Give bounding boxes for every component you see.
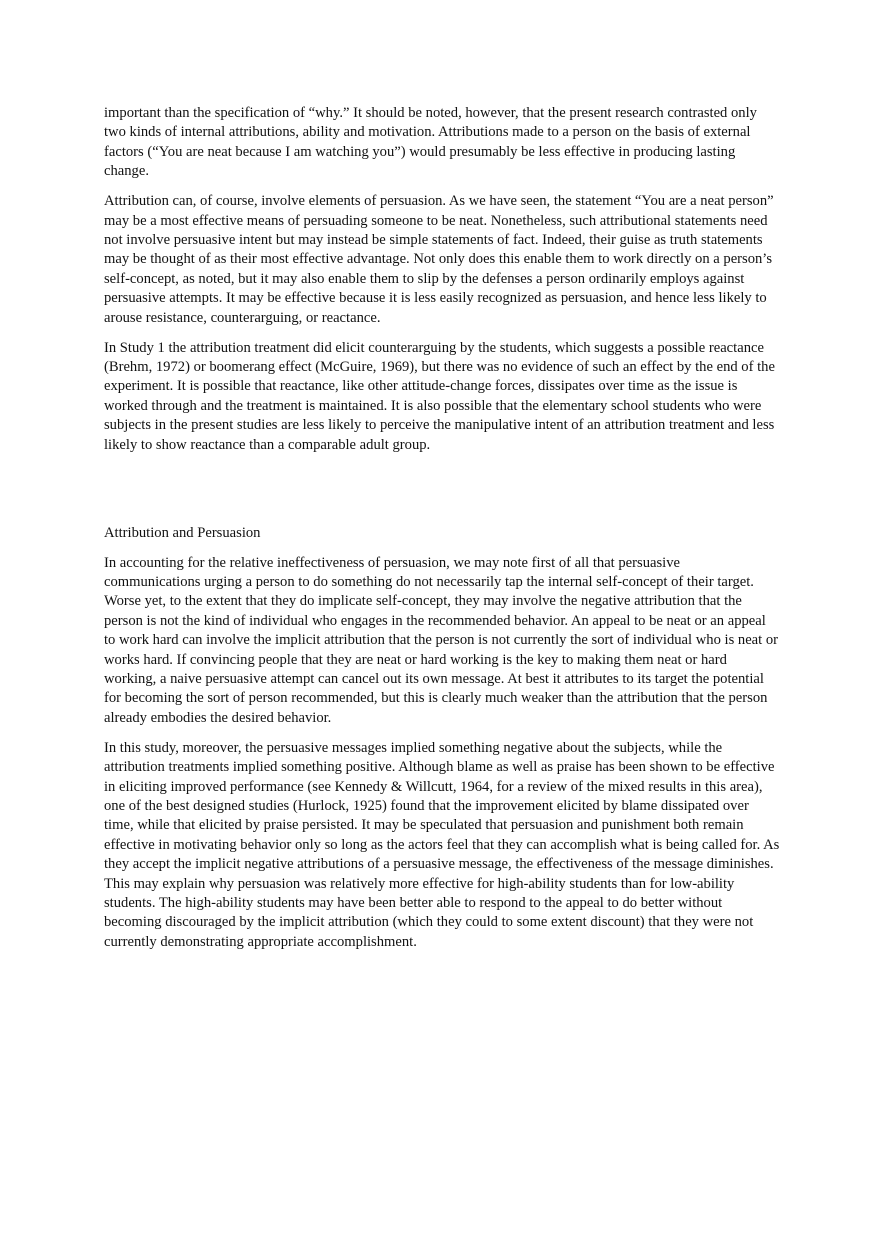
paragraph: Attribution can, of course, involve elements of persuasion. As we have seen, the statement “You are a neat person” may be a most effective means of persuading someone to be neat. Nonetheless, such attributional statements need not involve persuasive intent but may instead be simple statements of fact. Indeed, their guise as truth statements may be thought of as their most effective advantage. Not only does this enable them to work directly on a person’s self-concept, as noted, but it may also enable them to slip by the defenses a person ordinarily employs against persuasive attempts. It may be effective because it is less easily recognized as persuasion, and hence less likely to arouse resistance, counterarguing, or reactance. xyxy=(104,193,774,326)
paragraph: In Study 1 the attribution treatment did elicit counterarguing by the students, which suggests a possible reactance (Brehm, 1972) or boomerang effect (McGuire, 1969), but there was no evidence of such an effect by the end of the experiment. It is possible that reactance, like other attitude-change forces, dissipates over time as the issue is worked through and the treatment is maintained. It is also possible that the elementary school students who were subjects in the present studies are less likely to perceive the manipulative intent of an attribution treatment and less likely to show reactance than a comparable adult group. xyxy=(104,339,775,453)
document-page xyxy=(104,104,780,963)
paragraph: In this study, moreover, the persuasive messages implied something negative about the subjects, while the attribution treatments implied something positive. Although blame as well as praise has been shown to be effective in eliciting improved performance (see Kennedy & Willcutt, 1964, for a review of the mixed results in this area), one of the best designed studies (Hurlock, 1925) found that the improvement elicited by blame dissipated over time, while that elicited by praise persisted. It may be speculated that persuasion and punishment both remain effective in motivating behavior only so long as the actors feel that they can accomplish what is being called for. As they accept the implicit negative attributions of a persuasive message, the effectiveness of the message diminishes. This may explain why persuasion was relatively more effective for high-ability students than for low-ability students. The high-ability students may have been better able to respond to the appeal to do better without becoming discouraged by the implicit attribution (which they could to some extent discount) that they were not currently demonstrating appropriate accomplishment. xyxy=(104,739,780,950)
paragraph: In accounting for the relative ineffectiveness of persuasion, we may note first of all that persuasive communications urging a person to do something do not necessarily tap the internal self-concept of their target. Worse yet, to the extent that they do implicate self-concept, they may involve the negative attribution that the person is not the kind of individual who engages in the recommended behavior. An appeal to be neat or an appeal to work hard can involve the implicit attribution that the person is not currently the sort of individual who is neat or works hard. If convincing people that they are neat or hard working is the key to making them neat or hard working, a naive persuasive attempt can cancel out its own message. At best it attributes to its target the potential for becoming the sort of person recommended, but this is clearly much weaker than the attribution that the person already embodies the desired behavior. xyxy=(104,554,779,726)
paragraph: important than the specification of “why.” It should be noted, however, that the present research contrasted only two kinds of internal attributions, ability and motivation. Attributions made to a person on the basis of external factors (“You are neat because I am watching you”) would presumably be less effective in producing lasting change. xyxy=(104,105,757,180)
section-heading: Attribution and Persuasion xyxy=(104,525,261,542)
